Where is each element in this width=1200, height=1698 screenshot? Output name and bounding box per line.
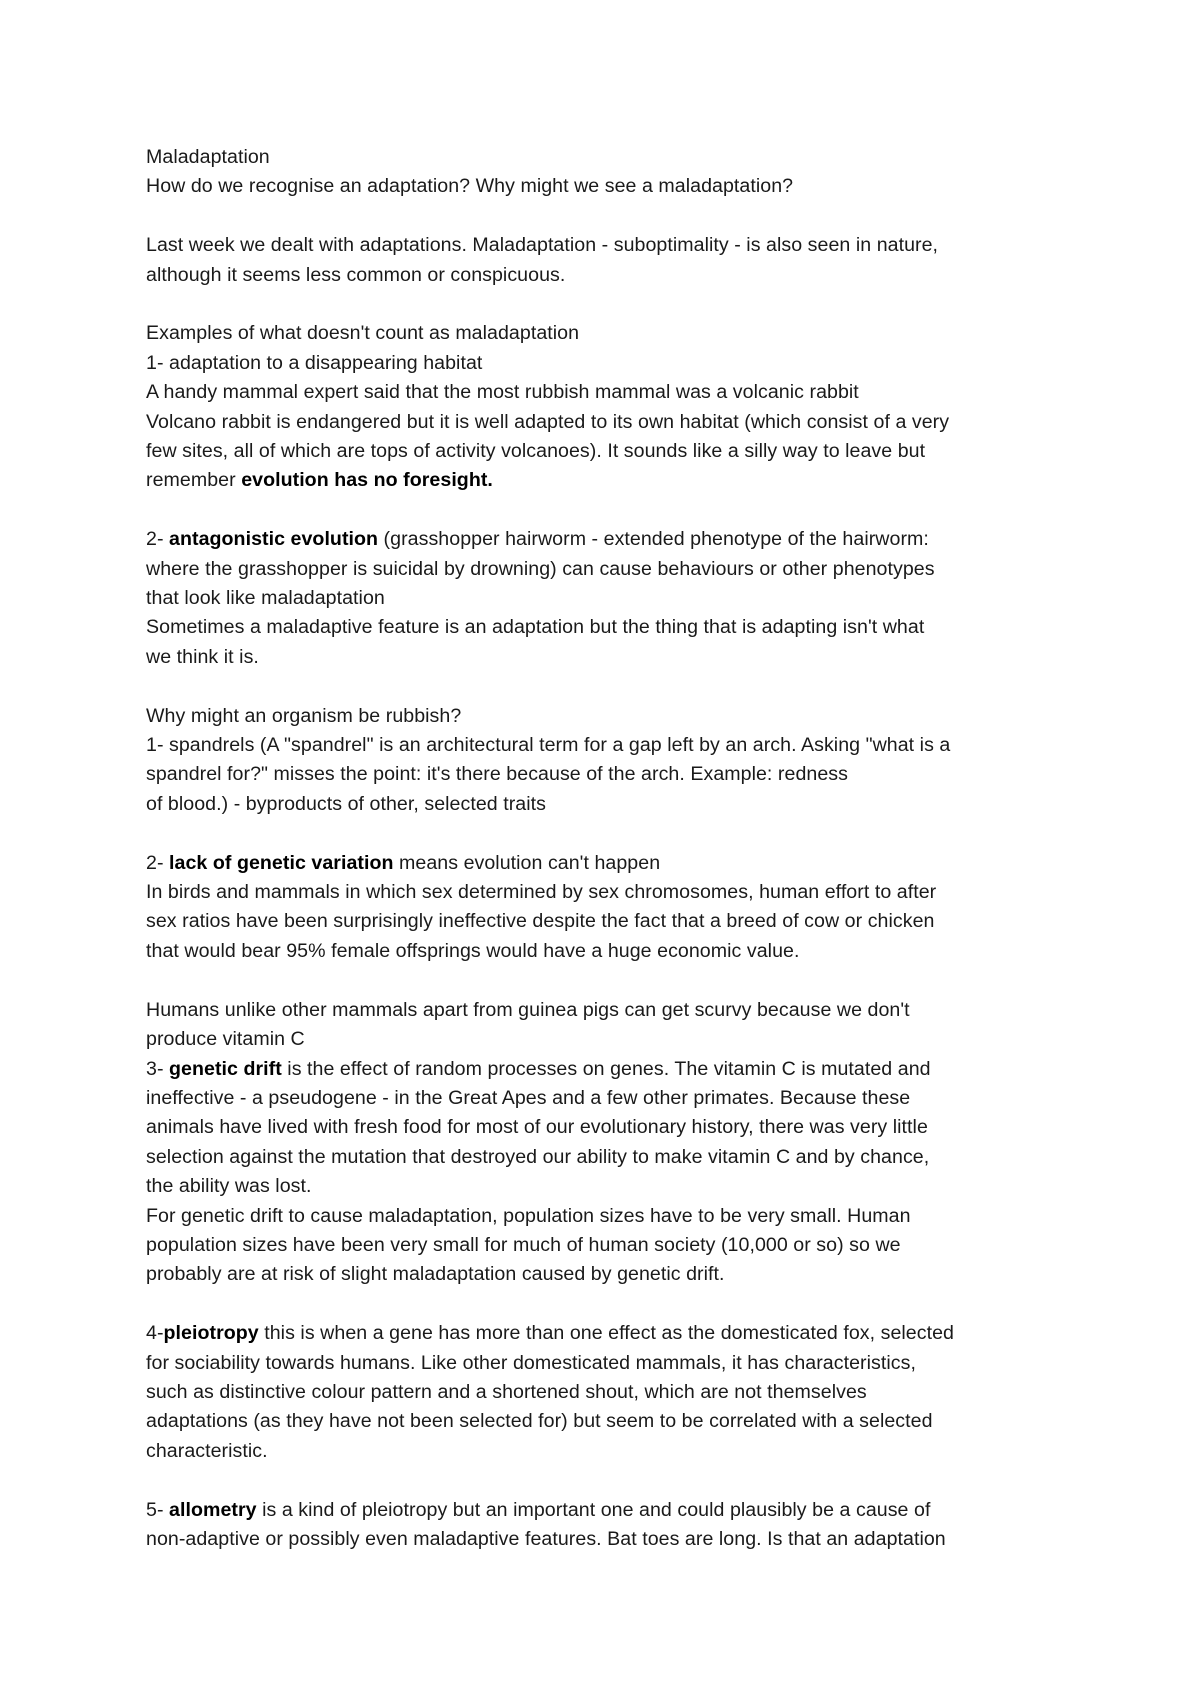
list-number: 4- xyxy=(146,1322,164,1345)
document-title: Maladaptation xyxy=(146,146,270,168)
paragraph-line: the ability was lost. xyxy=(146,1175,312,1198)
paragraph-line: A handy mammal expert said that the most rubbish mammal was a volcanic rabbit xyxy=(146,381,859,404)
paragraph-line: For genetic drift to cause maladaptation, population sizes have to be very small. Human xyxy=(146,1204,911,1227)
spacer xyxy=(146,966,1076,995)
spacer xyxy=(146,290,1076,319)
paragraph-line: population sizes have been very small for much of human society (10,000 or so) so we xyxy=(146,1233,901,1256)
bold-term: genetic drift xyxy=(169,1057,282,1080)
spacer xyxy=(146,1290,1076,1319)
paragraph-line: Humans unlike other mammals apart from guinea pigs can get scurvy because we don't xyxy=(146,998,910,1021)
paragraph-line: ineffective - a pseudogene - in the Great Apes and a few other primates. Because these xyxy=(146,1086,911,1109)
list-item-title xyxy=(146,525,1076,554)
spacer xyxy=(146,1466,1076,1495)
paragraph-line xyxy=(146,466,1076,495)
paragraph-line: characteristic. xyxy=(146,1439,268,1462)
paragraph-line: that look like maladaptation xyxy=(146,587,385,610)
intro-line: Last week we dealt with adaptations. Maladaptation - suboptimality - is also seen in nature, xyxy=(146,234,939,257)
bold-term: antagonistic evolution xyxy=(169,528,379,551)
text-run: remember xyxy=(146,469,242,492)
paragraph-line: non-adaptive or possibly even maladaptive features. Bat toes are long. Is that an adaptation xyxy=(146,1527,946,1550)
spacer xyxy=(146,496,1076,525)
list-number: 2- xyxy=(146,851,170,874)
list-number: 2- xyxy=(146,528,170,551)
paragraph-line: few sites, all of which are tops of activity volcanoes). It sounds like a silly way to leave but xyxy=(146,440,926,463)
bold-term: allometry xyxy=(169,1498,257,1521)
paragraph-line: for sociability towards humans. Like other domesticated mammals, it has characteristics, xyxy=(146,1351,916,1374)
intro-line: although it seems less common or conspicuous. xyxy=(146,263,566,286)
paragraph-line: where the grasshopper is suicidal by drowning) can cause behaviours or other phenotypes xyxy=(146,557,935,580)
list-item-title: 1- adaptation to a disappearing habitat xyxy=(146,351,483,374)
paragraph-line: produce vitamin C xyxy=(146,1028,305,1051)
paragraph-line: adaptations (as they have not been selected for) but seem to be correlated with a selected xyxy=(146,1410,933,1433)
list-number: 3- xyxy=(146,1057,170,1080)
bold-term: lack of genetic variation xyxy=(169,851,394,874)
bold-term: evolution has no foresight. xyxy=(241,469,493,492)
text-run: this is when a gene has more than one effect as the domesticated fox, selected xyxy=(258,1322,954,1345)
spacer xyxy=(146,202,1076,231)
paragraph-line: that would bear 95% female offsprings would have a huge economic value. xyxy=(146,939,800,962)
paragraph-line: Volcano rabbit is endangered but it is well adapted to its own habitat (which consist of a very xyxy=(146,410,950,433)
list-number: 5- xyxy=(146,1498,170,1521)
section-heading-not-maladaptation: Examples of what doesn't count as maladaptation xyxy=(146,322,580,345)
text-run: (grasshopper hairworm - extended phenotype of the hairworm: xyxy=(378,528,929,551)
paragraph-line: selection against the mutation that destroyed our ability to make vitamin C and by chance, xyxy=(146,1145,930,1168)
paragraph-line: animals have lived with fresh food for most of our evolutionary history, there was very little xyxy=(146,1116,928,1139)
paragraph-line: 1- spandrels (A "spandrel" is an architectural term for a gap left by an arch. Asking "what is a xyxy=(146,734,951,757)
text-run: is a kind of pleiotropy but an important one and could plausibly be a cause of xyxy=(256,1498,931,1521)
text-run: means evolution can't happen xyxy=(393,851,661,874)
paragraph-line: probably are at risk of slight maladaptation caused by genetic drift. xyxy=(146,1263,725,1286)
list-item-title xyxy=(146,1055,1076,1084)
paragraph-line: In birds and mammals in which sex determined by sex chromosomes, human effort to after xyxy=(146,881,937,904)
list-item-title xyxy=(146,1496,1076,1525)
spacer xyxy=(146,819,1076,848)
paragraph-line: of blood.) - byproducts of other, selected traits xyxy=(146,792,546,815)
section-heading-why-rubbish: Why might an organism be rubbish? xyxy=(146,704,462,727)
document-subtitle: How do we recognise an adaptation? Why might we see a maladaptation? xyxy=(146,175,794,198)
list-item-title xyxy=(146,1319,1076,1348)
paragraph-line: spandrel for?" misses the point: it's there because of the arch. Example: redness xyxy=(146,763,848,786)
paragraph-line: we think it is. xyxy=(146,645,259,668)
paragraph-line: such as distinctive colour pattern and a shortened shout, which are not themselves xyxy=(146,1380,867,1403)
paragraph-line: Sometimes a maladaptive feature is an adaptation but the thing that is adapting isn't what xyxy=(146,616,925,639)
bold-term: pleiotropy xyxy=(163,1322,259,1345)
list-item-title xyxy=(146,849,1076,878)
document-body xyxy=(146,143,1076,1554)
text-run: is the effect of random processes on genes. The vitamin C is mutated and xyxy=(281,1057,931,1080)
paragraph-line: sex ratios have been surprisingly ineffective despite the fact that a breed of cow or chicken xyxy=(146,910,935,933)
spacer xyxy=(146,672,1076,701)
